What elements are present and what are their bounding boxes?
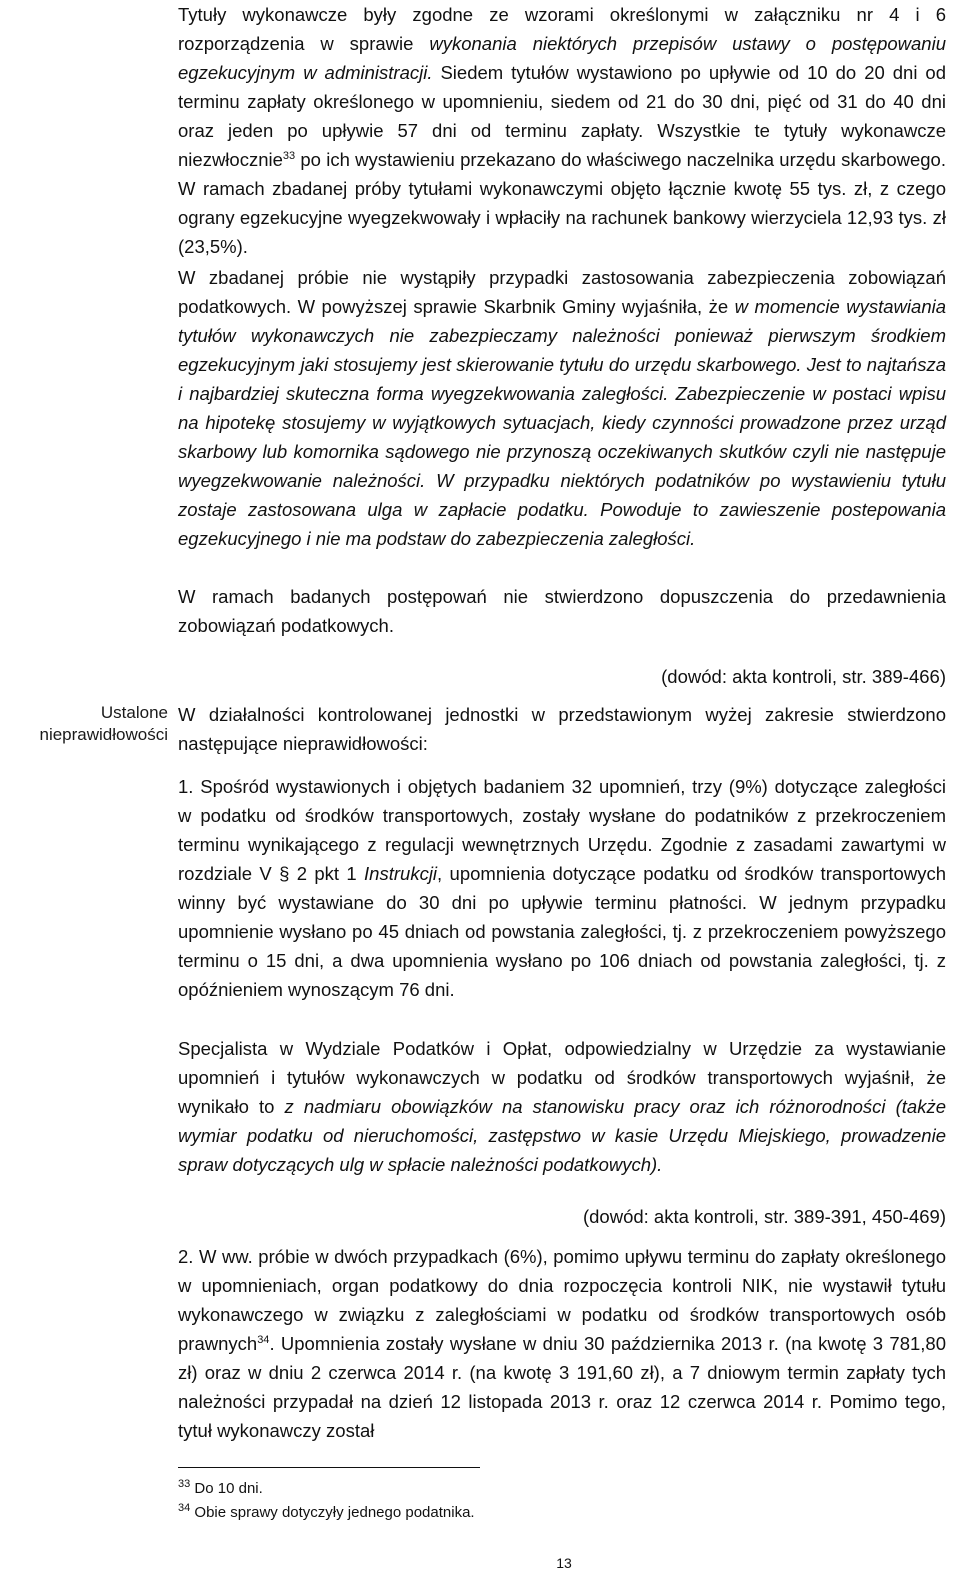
quoted-explanation: w momencie wystawiania tytułów wykonawczych nie zabezpieczamy należności ponieważ pierwszym środkiem egzekucyjnym jaki stosujemy jest skierowanie tytułu do urzędu skarbowego. Jest to najtańsza i najbardziej skuteczna forma wyegzekwowania zaległości. Zabezpieczenie w postaci wpisu na hipotekę stosujemy w wyjątkowych sytuacjach, kiedy czynności prowadzone przez urząd skarbowy lub komornika sądowego nie przynoszą oczekiwanych skutków czyli nie następuje wyegzekwowanie należności. W przypadku niektórych podatników po wystawieniu tytułu zostaje zastosowana ulga w zapłacie podatku. Powoduje to zawieszenie postepowania egzekucyjnego i nie ma podstaw do zabezpieczenia zaległości. [178,296,947,549]
paragraph-no-securing [178,263,946,553]
paragraph-no-limitation: W ramach badanych postępowań nie stwierdzono dopuszczenia do przedawnienia zobowiązań podatkowych. [178,586,946,636]
text-run: 1. Spośród wystawionych i objętych badaniem 32 upomnień, trzy (9%) dotyczące zaległości w podatku od środków transportowych, zostały wysłane do podatników z przekroczeniem terminu wynikającego z regulacji wewnętrznych Urzędu. Zgodnie z zasadami zawartymi w rozdziale V § 2 pkt 1 [178,776,946,884]
text-run: 2. W ww. próbie w dwóch przypadkach (6%), pomimo upływu terminu do zapłaty określonego w upomnieniach, organ podatkowy do dnia rozpoczęcia kontroli NIK, nie wystawił tytułu wykonawczego w związku z zaległościami w podatku od środków transportowych osób prawnych [178,1246,946,1354]
footnote-34 [178,1503,475,1523]
text-run-italic: wykonania niektórych przepisów ustawy o postępowaniu egzekucyjnym w administracji. [178,33,946,83]
text-run: Tytuły wykonawcze były zgodne ze wzorami określonymi w załączniku nr 4 i 6 rozporządzenia w sprawie [178,4,946,54]
paragraph-enforcement-titles [178,0,946,261]
paragraph-specialist-explanation [178,1034,946,1179]
evidence-reference: (dowód: akta kontroli, str. 389-391, 450-469) [582,1206,946,1227]
footnote-separator [178,1467,480,1468]
paragraph-irregularities-intro: W działalności kontrolowanej jednostki w przedstawionym wyżej zakresie stwierdzono następujące nieprawidłowości: [178,704,946,754]
section-label-line: Ustalone [100,703,168,722]
text-run: . Upomnienia zostały wysłane w dniu 30 października 2013 r. (na kwotę 3 781,80 zł) oraz w dniu 2 czerwca 2014 r. (na kwotę 3 191,60 zł), a 7 dniowym termin zapłaty tych należności przypadał na dzień 12 listopada 2013 r. oraz 12 czerwca 2014 r. Pomimo tego, tytuł wykonawczy został [178,1333,946,1441]
text-run: W zbadanej próbie nie wystąpiły przypadki zastosowania zabezpieczenia zobowiązań podatkowych. W powyższej sprawie Skarbnik Gminy wyjaśniła, że [178,267,946,317]
footnote-number: 33 [178,1478,191,1490]
footnote-text: Do 10 dni. [190,1480,263,1497]
evidence-reference: (dowód: akta kontroli, str. 389-466) [661,666,946,687]
text-run: po ich wystawieniu przekazano do właściwego naczelnika urzędu skarbowego. W ramach zbadanej próby tytułami wykonawczymi objęto łącznie kwotę 55 tys. zł, z czego ograny egzekucyjne wyegzekwowały i wpłaciły na rachunek bankowy wierzyciela 12,93 tys. zł (23,5%). [178,149,946,257]
footnote-33 [178,1479,263,1499]
section-label [0,702,168,746]
footnote-ref-34[interactable]: 34 [257,1333,270,1346]
text-run: Specjalista w Wydziale Podatków i Opłat, odpowiedzialny w Urzędzie za wystawianie upomnień i tytułów wykonawczych w podatku od środków transportowych wyjaśnił, że wynikało to [178,1038,946,1117]
quoted-explanation: z nadmiaru obowiązków na stanowisku pracy oraz ich różnorodności (także wymiar podatku od nieruchomości, zastępstwo w kasie Urzędu Miejskiego, prowadzenie spraw dotyczących ulg w spłacie należności podatkowych). [178,1096,946,1175]
text-run-italic: Instrukcji [364,863,438,884]
irregularity-item-2 [178,1242,946,1445]
section-label-line: nieprawidłowości [39,725,168,744]
page-number: 13 [556,1555,572,1571]
footnote-text: Obie sprawy dotyczyły jednego podatnika. [190,1504,475,1521]
footnote-number: 34 [178,1502,191,1514]
footnote-ref-33[interactable]: 33 [282,149,296,162]
text-run: Siedem tytułów wystawiono po upływie od 10 do 20 dni od terminu zapłaty określonego w upomnieniu, siedem od 21 do 30 dni, pięć od 31 do 40 dni oraz jeden po upływie 57 dni od terminu zapłaty. Wszystkie te tytuły wykonawcze niezwłocznie [178,62,946,170]
irregularity-item-1 [178,772,946,1004]
text-run: , upomnienia dotyczące podatku od środków transportowych winny być wystawiane do 30 dni po upływie terminu płatności. W jednym przypadku upomnienie wysłano po 45 dniach od powstania zaległości, tj. z przekroczeniem powyższego terminu o 15 dni, a dwa upomnienia wysłano po 106 dniach od powstania zaległości, tj. z opóźnieniem wynoszącym 76 dni. [178,863,946,1000]
